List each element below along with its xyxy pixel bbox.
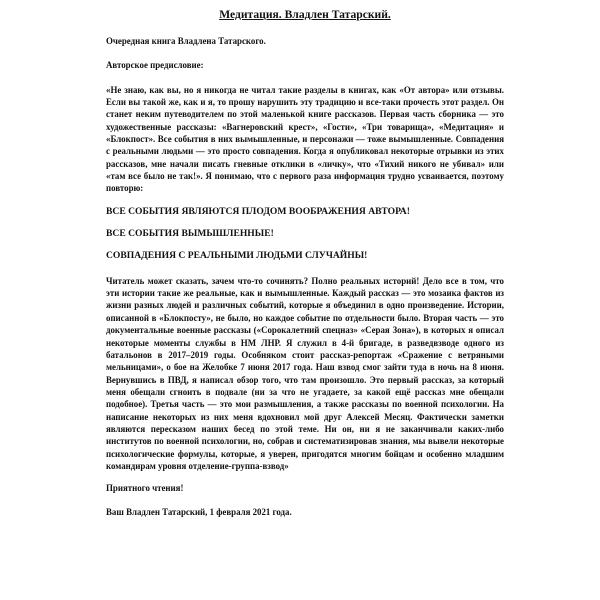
signature-line: Ваш Владлен Татарский, 1 февраля 2021 года.	[106, 506, 292, 517]
preface-paragraph-1: «Не знаю, как вы, но я никогда не читал такие разделы в книгах, как «От автора» или отзывы. Если вы такой же, как и я, то прошу нарушить эту традицию и все-таки прочесть этот раздел. Он станет неким путеводителем по этой маленькой книге рассказов. Первая часть сборника — это художественные рассказы: «Вагнеровский крест», «Гости», «Три товарища», «Медитация» и «Блокпост». Все события в них вымышленные, и персонажи — тоже вымышленные. Совпадения с реальными людьми — это просто совпадения. Когда я опубликовал некоторые отрывки из этих рассказов, мне начали писать гневные отклики в «личку», что «Тихий никого не убивал» или «там все было не так!». Я понимаю, что с первого раза информация трудно усваивается, поэтому повторю:	[106, 84, 504, 194]
preface-paragraph-2: Читатель может сказать, зачем что-то сочинять? Полно реальных историй! Дело все в том, что эти истории такие же реальные, как и вымышленные. Каждый рассказ — это мозаика фактов из жизни разных людей и различных событий, которые я объединил в одно произведение. Истории, описанной в «Блокпосту», не было, но каждое событие по отдельности было. Вторая часть — это документальные военные рассказы («Сорокалетний спецназ» «Серая Зона»), в которых я описал некоторые моменты службы в НМ ЛНР. Я служил в 4-й бригаде, в разведвзводе одного из батальонов в 2017–2019 годы. Особняком стоит рассказ-репортаж «Сражение с ветряными мельницами», о бое на Желобке 7 июня 2017 года. Наш взвод смог зайти туда в ночь на 8 июня. Вернувшись в ПВД, я написал обзор того, что там произошло. Это первый рассказ, за который меня обещали сгноить в подвале (ни за что не угадаете, за какой ещё рассказ мне обещали подобное). Третья часть — это мои размышления, а также рассказы по военной психологии. На написание некоторых из них меня вдохновил мой друг Алексей Месяц. Фактически заметки являются пересказом наших бесед по этой теме. Ни он, ни я не заканчивали каких-либо институтов по военной психологии, но, собрав и систематизировав знания, мы вывели некоторые психологические формулы, которые, я уверен, пригодятся многим бойцам и особенно младшим командирам уровня отделение-группа-взвод»	[106, 275, 504, 471]
caps-statement-2: ВСЕ СОБЫТИЯ ВЫМЫШЛЕННЫЕ!	[106, 227, 274, 239]
thanks-line: Приятного чтения!	[106, 483, 184, 494]
caps-statement-3: СОВПАДЕНИЯ С РЕАЛЬНЫМИ ЛЮДЬМИ СЛУЧАЙНЫ!	[106, 249, 368, 261]
caps-statement-1: ВСЕ СОБЫТИЯ ЯВЛЯЮТСЯ ПЛОДОМ ВООБРАЖЕНИЯ АВТОРА!	[106, 205, 410, 217]
document-title: Медитация. Владлен Татарский.	[219, 8, 391, 21]
preface-label: Авторское предисловие:	[106, 60, 204, 71]
intro-line: Очередная книга Владлена Татарского.	[106, 36, 266, 46]
